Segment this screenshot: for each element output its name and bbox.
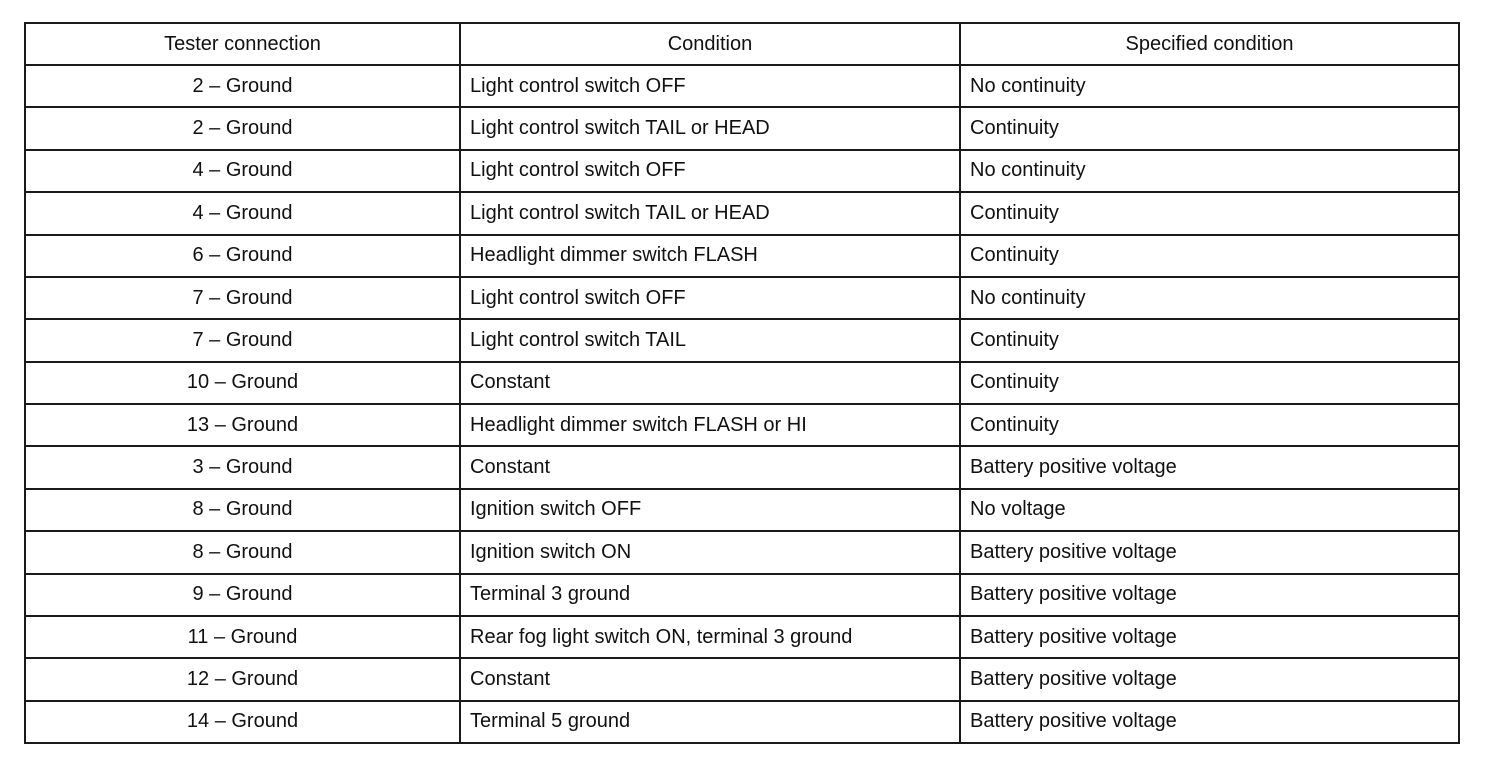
table-row: [26, 446, 1458, 488]
specified-condition-cell: Continuity: [960, 192, 1458, 234]
condition-cell: Light control switch TAIL: [460, 319, 960, 361]
tester-connection-cell: 4 – Ground: [26, 192, 460, 234]
condition-cell: Light control switch OFF: [460, 150, 960, 192]
specified-condition-cell: Battery positive voltage: [960, 574, 1458, 616]
condition-cell: Ignition switch ON: [460, 531, 960, 573]
table-row: [26, 277, 1458, 319]
condition-cell: Constant: [460, 362, 960, 404]
tester-connection-cell: 7 – Ground: [26, 319, 460, 361]
table-row: [26, 362, 1458, 404]
specified-condition-cell: No continuity: [960, 277, 1458, 319]
tester-connection-cell: 8 – Ground: [26, 489, 460, 531]
specified-condition-cell: Continuity: [960, 235, 1458, 277]
inspection-table: [26, 24, 1458, 742]
condition-cell: Ignition switch OFF: [460, 489, 960, 531]
header-condition: Condition: [460, 24, 960, 65]
specified-condition-cell: No continuity: [960, 65, 1458, 107]
tester-connection-cell: 2 – Ground: [26, 107, 460, 149]
specified-condition-cell: Battery positive voltage: [960, 616, 1458, 658]
specified-condition-cell: Continuity: [960, 362, 1458, 404]
table-row: [26, 107, 1458, 149]
condition-cell: Light control switch OFF: [460, 65, 960, 107]
table-row: [26, 531, 1458, 573]
inspection-table-container: [24, 22, 1460, 744]
tester-connection-cell: 3 – Ground: [26, 446, 460, 488]
tester-connection-cell: 10 – Ground: [26, 362, 460, 404]
table-row: [26, 319, 1458, 361]
table-row: [26, 65, 1458, 107]
table-row: [26, 701, 1458, 742]
specified-condition-cell: Continuity: [960, 107, 1458, 149]
table-row: [26, 574, 1458, 616]
table-row: [26, 616, 1458, 658]
tester-connection-cell: 7 – Ground: [26, 277, 460, 319]
table-row: [26, 658, 1458, 700]
tester-connection-cell: 9 – Ground: [26, 574, 460, 616]
header-row: [26, 24, 1458, 65]
condition-cell: Terminal 3 ground: [460, 574, 960, 616]
table-row: [26, 235, 1458, 277]
specified-condition-cell: Battery positive voltage: [960, 701, 1458, 742]
tester-connection-cell: 13 – Ground: [26, 404, 460, 446]
condition-cell: Constant: [460, 658, 960, 700]
specified-condition-cell: Battery positive voltage: [960, 531, 1458, 573]
tester-connection-cell: 11 – Ground: [26, 616, 460, 658]
table-row: [26, 404, 1458, 446]
condition-cell: Light control switch TAIL or HEAD: [460, 107, 960, 149]
condition-cell: Rear fog light switch ON, terminal 3 ground: [460, 616, 960, 658]
table-row: [26, 150, 1458, 192]
tester-connection-cell: 8 – Ground: [26, 531, 460, 573]
condition-cell: Constant: [460, 446, 960, 488]
header-tester-connection: Tester connection: [26, 24, 460, 65]
specified-condition-cell: Battery positive voltage: [960, 446, 1458, 488]
condition-cell: Terminal 5 ground: [460, 701, 960, 742]
tester-connection-cell: 6 – Ground: [26, 235, 460, 277]
condition-cell: Light control switch TAIL or HEAD: [460, 192, 960, 234]
header-specified-condition: Specified condition: [960, 24, 1458, 65]
specified-condition-cell: Continuity: [960, 404, 1458, 446]
condition-cell: Headlight dimmer switch FLASH: [460, 235, 960, 277]
tester-connection-cell: 4 – Ground: [26, 150, 460, 192]
tester-connection-cell: 14 – Ground: [26, 701, 460, 742]
condition-cell: Light control switch OFF: [460, 277, 960, 319]
tester-connection-cell: 12 – Ground: [26, 658, 460, 700]
table-row: [26, 192, 1458, 234]
tester-connection-cell: 2 – Ground: [26, 65, 460, 107]
specified-condition-cell: No continuity: [960, 150, 1458, 192]
condition-cell: Headlight dimmer switch FLASH or HI: [460, 404, 960, 446]
table-row: [26, 489, 1458, 531]
specified-condition-cell: Continuity: [960, 319, 1458, 361]
specified-condition-cell: Battery positive voltage: [960, 658, 1458, 700]
specified-condition-cell: No voltage: [960, 489, 1458, 531]
